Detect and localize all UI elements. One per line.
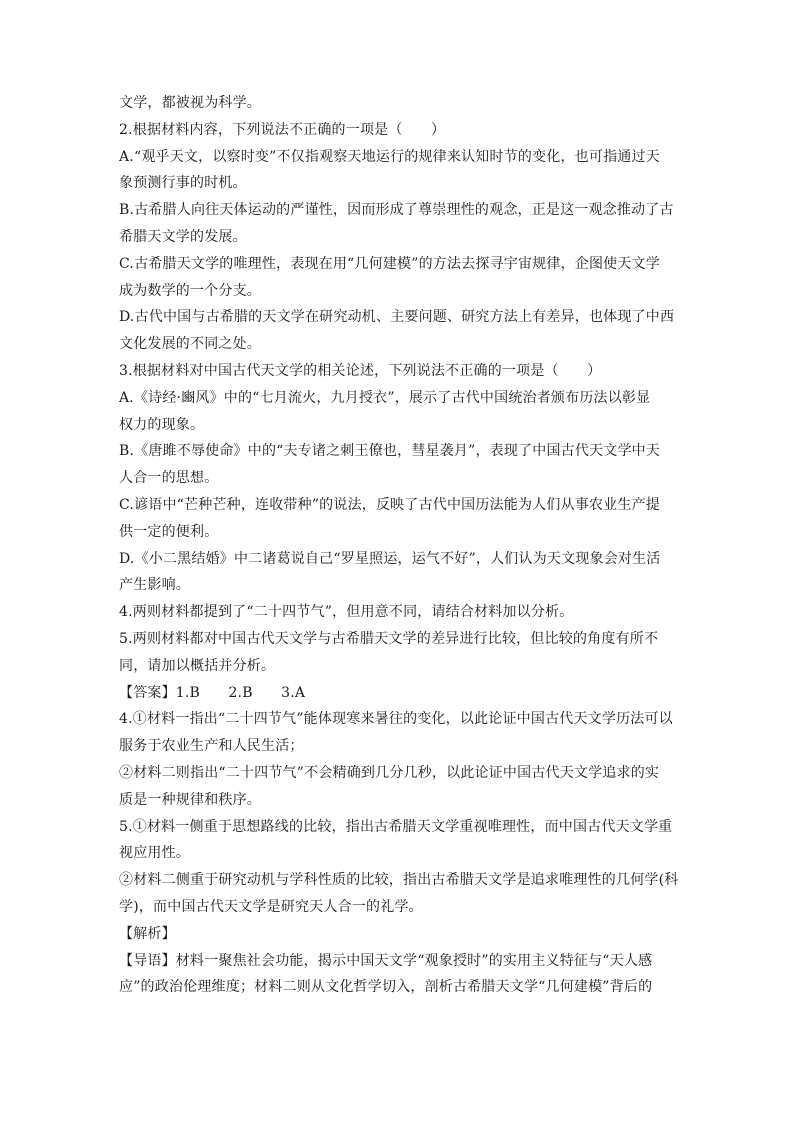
answer-text: 质是一种规律和秩序。 (119, 791, 261, 808)
text-line: 文学，都被视为科学。 (119, 95, 261, 111)
answer-text: 服务于农业生产和人民生活； (119, 738, 304, 755)
option-line: 文化发展的不同之处。 (119, 336, 261, 353)
option-line: B.《唐雎不辱使命》中的“夫专诸之刺王僚也，彗星袭月”，表现了中国古代天文学中天 (119, 443, 661, 460)
option-line: D.《小二黑结婚》中二诸葛说自己“罗星照运，运气不好”，人们认为天文现象会对生活 (119, 550, 661, 567)
answer-text: 4.①材料一指出“二十四节气”能体现寒来暑往的变化，以此论证中国古代天文学历法可以 (119, 711, 673, 728)
document-page (119, 90, 679, 1001)
option-line: A.《诗经·豳风》中的“七月流火，九月授衣”，展示了古代中国统治者颁布历法以彰显 (119, 389, 651, 406)
option-line: C.古希腊天文学的唯理性，表现在用“几何建模”的方法去探寻宇宙规律，企图使天文学 (119, 255, 660, 272)
analysis-heading: 【解析】 (119, 925, 176, 942)
answer-text: 视应用性。 (119, 845, 190, 862)
question-5: 同，请加以概括并分析。 (119, 657, 276, 674)
option-line: 人合一的思想。 (119, 470, 219, 487)
answer-text: ②材料二侧重于研究动机与学科性质的比较，指出古希腊天文学是追求唯理性的几何学(科 (119, 872, 679, 889)
option-line: C.谚语中“芒种芒种，连收带种”的说法，反映了古代中国历法能为人们从事农业生产提 (119, 496, 660, 513)
answer-line: 【答案】1.B 2.B 3.A (119, 684, 306, 701)
option-line: 产生影响。 (119, 577, 190, 594)
option-line: 希腊天文学的发展。 (119, 228, 247, 245)
question-4: 4.两则材料都提到了“二十四节气”，但用意不同，请结合材料加以分析。 (119, 604, 574, 621)
question-5: 5.两则材料都对中国古代天文学与古希腊天文学的差异进行比较，但比较的角度有所不 (119, 630, 659, 647)
option-line: 象预测行事的时机。 (119, 175, 247, 192)
option-line: B.古希腊人向往天体运动的严谨性，因而形成了尊崇理性的观念，正是这一观念推动了古 (119, 202, 674, 219)
answer-text: ②材料二则指出“二十四节气”不会精确到几分几秒，以此论证中国古代天文学追求的实 (119, 764, 660, 781)
answer-text: 学)，而中国古代天文学是研究天人合一的礼学。 (119, 898, 423, 915)
option-line: 权力的现象。 (119, 416, 205, 433)
analysis-text: 【导语】材料一聚焦社会功能，揭示中国天文学“观象授时”的实用主义特征与“天人感 (119, 952, 653, 969)
option-line: D.古代中国与古希腊的天文学在研究动机、主要问题、研究方法上有差异，也体现了中西 (119, 309, 675, 326)
analysis-text: 应”的政治伦理维度；材料二则从文化哲学切入，剖析古希腊天文学“几何建模”背后的 (119, 979, 653, 996)
answer-text: 5.①材料一侧重于思想路线的比较，指出古希腊天文学重视唯理性，而中国古代天文学重 (119, 818, 673, 835)
option-line: A.“观乎天文，以察时变”不仅指观察天地运行的规律来认知时节的变化，也可指通过天 (119, 148, 660, 165)
question-2: 2.根据材料内容，下列说法不正确的一项是（ ） (119, 121, 446, 138)
option-line: 供一定的便利。 (119, 523, 219, 540)
question-3: 3.根据材料对中国古代天文学的相关论述，下列说法不正确的一项是（ ） (119, 362, 602, 379)
option-line: 成为数学的一个分支。 (119, 282, 261, 299)
